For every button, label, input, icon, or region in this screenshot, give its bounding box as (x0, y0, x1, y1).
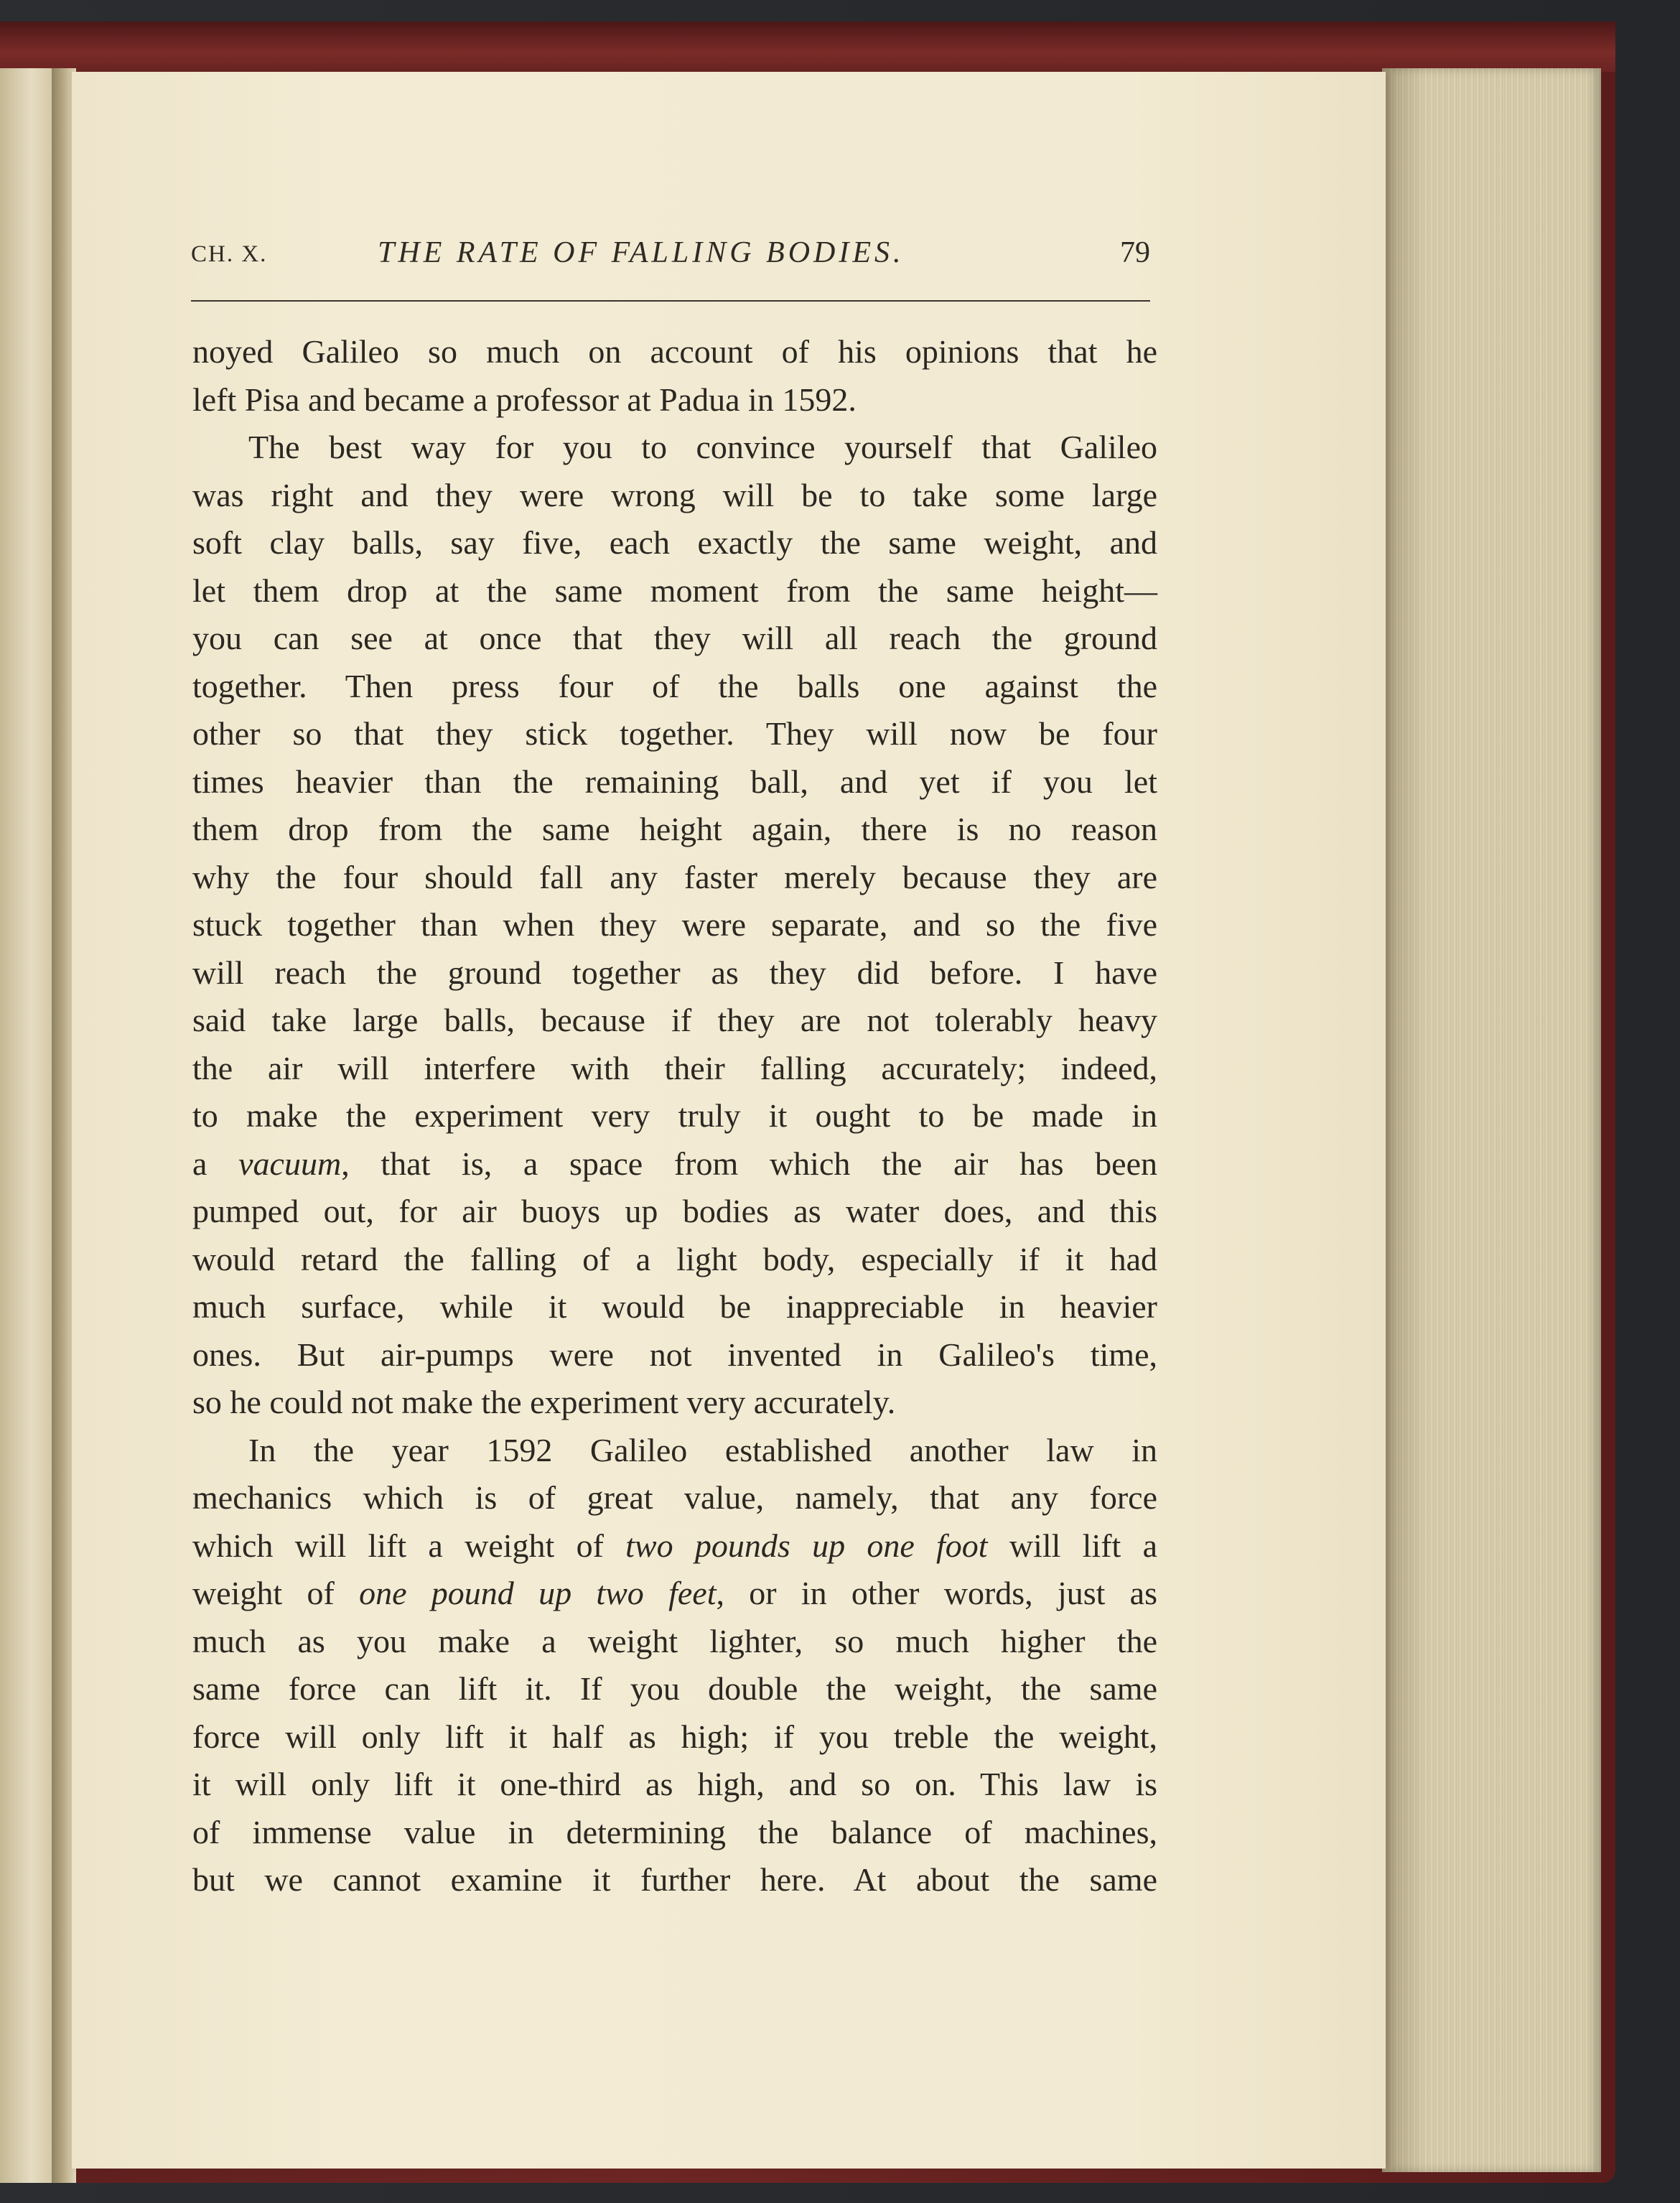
italic-phrase: up (538, 1575, 572, 1611)
text-line: The best way for you to convince yourself that Galileo (248, 429, 1157, 465)
text-fragment: which will lift a weight of (192, 1527, 604, 1564)
text-fragment: will lift a (1009, 1527, 1158, 1564)
text-line: noyed Galileo so much on account of his opinions that he (192, 333, 1157, 370)
italic-phrase: two pounds (625, 1527, 790, 1564)
text-line: let them drop at the same moment from the same height— (192, 572, 1157, 609)
text-fragment: , that is, a space from which the air has been (341, 1145, 1158, 1182)
page-number: 79 (1120, 236, 1150, 269)
text-line (192, 1140, 1157, 1188)
text-line (192, 1570, 1157, 1618)
text-line: would retard the falling of a light body, especially if it had (192, 1240, 1157, 1277)
italic-phrase: one pound (359, 1575, 514, 1611)
running-title: THE RATE OF FALLING BODIES. (378, 236, 905, 269)
text-line: them drop from the same height again, there is no reason (192, 811, 1157, 847)
text-line: so he could not make the experiment very accurately. (192, 1384, 896, 1420)
text-line: same force can lift it. If you double the weight, the same (192, 1670, 1157, 1707)
text-line: together. Then press four of the balls one against the (192, 667, 1157, 704)
text-line (192, 1522, 1157, 1570)
text-line: it will only lift it one-third as high, and so on. This law is (192, 1766, 1157, 1802)
text-line: but we cannot examine it further here. At about the same (192, 1861, 1157, 1898)
italic-phrase: two feet (596, 1575, 717, 1611)
text-line: the air will interfere with their falling accurately; indeed, (192, 1049, 1157, 1086)
text-line: mechanics which is of great value, namely, that any force (192, 1479, 1157, 1516)
text-line: said take large balls, because if they are not tolerably heavy (192, 1002, 1157, 1038)
italic-term-vacuum: vacuum (238, 1145, 342, 1182)
text-line: you can see at once that they will all reach the ground (192, 620, 1157, 656)
body-text (192, 328, 1157, 1904)
chapter-label: CH. X. (191, 241, 268, 267)
text-line: of immense value in determining the balance of machines, (192, 1813, 1157, 1850)
text-line: was right and they were wrong will be to take some large (192, 476, 1157, 513)
text-line: much surface, while it would be inappreciable in heavier (192, 1288, 1157, 1325)
text-line: why the four should fall any faster merely because they are (192, 858, 1157, 895)
facing-page-edge (0, 68, 57, 2183)
text-fragment: , or in other words, just as (716, 1575, 1157, 1611)
text-line: left Pisa and became a professor at Padua in 1592. (192, 381, 857, 418)
text-line: ones. But air-pumps were not invented in Galileo's time, (192, 1336, 1157, 1373)
text-fragment: a (192, 1145, 207, 1182)
text-line: times heavier than the remaining ball, and yet if you let (192, 763, 1157, 800)
text-line: force will only lift it half as high; if you treble the weight, (192, 1718, 1157, 1755)
text-line: soft clay balls, say five, each exactly the same weight, and (192, 524, 1157, 561)
text-line: much as you make a weight lighter, so much higher the (192, 1622, 1157, 1659)
text-line: will reach the ground together as they did before. I have (192, 954, 1157, 991)
text-fragment: weight of (192, 1575, 335, 1611)
italic-phrase: up (812, 1527, 846, 1564)
running-header (191, 236, 1150, 286)
text-line: other so that they stick together. They will now be four (192, 715, 1157, 752)
text-line: stuck together than when they were separate, and so the five (192, 906, 1157, 943)
italic-phrase: one foot (867, 1527, 988, 1564)
book-cover-top-edge (0, 22, 1615, 72)
text-line: pumped out, for air buoys up bodies as water does, and this (192, 1193, 1157, 1229)
text-line: to make the experiment very truly it ought to be made in (192, 1097, 1157, 1134)
text-line: In the year 1592 Galileo established another law in (248, 1431, 1157, 1468)
fore-edge-shadow (1382, 68, 1425, 2172)
header-rule (191, 300, 1150, 302)
